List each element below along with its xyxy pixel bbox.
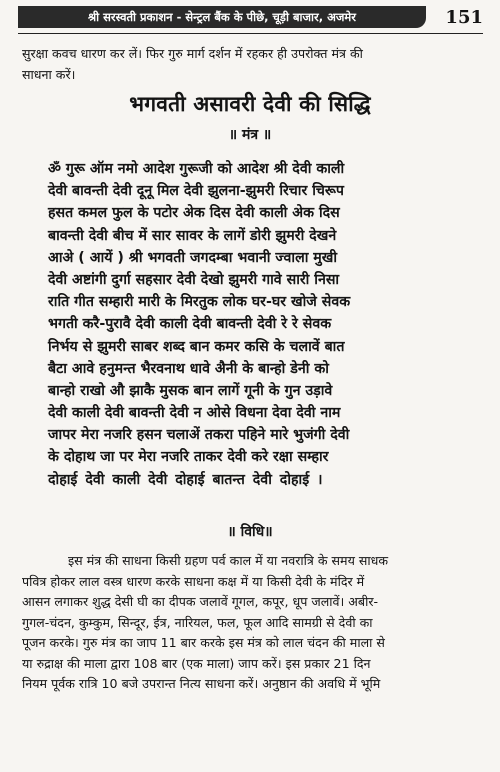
vidhi-line: गुगल-चंदन, कुम्कुम, सिन्दूर, ईत्र, नारियल, फल, फूल आदि सामग्री से देवी का [22, 614, 373, 630]
mantra-line: देवी अष्टांगी दुर्गा सहसार देवी देखो झुमरी गावे सारी निसा [48, 271, 340, 288]
mantra-line: बैटा आवे हनुमन्त भैरवनाथ धावे अैनी के बान्हो डेनी को [48, 360, 329, 377]
mantra-heading: ॥ मंत्र ॥ [228, 127, 272, 143]
mantra-line: भगती करै-पुरावै देवी काली देवी बावन्ती देवी रे रे सेवक [48, 316, 332, 333]
mantra-line: राति गीत सम्हारी मारी के मिरतुक लोक घर-घर खोजे सेवक [48, 294, 351, 311]
mantra-line: देवी काली देवी बावन्ती देवी न ओसे विधना देवा देवी नाम [48, 405, 341, 422]
intro-line: सुरक्षा कवच धारण कर लें। फिर गुरु मार्ग दर्शन में रहकर ही उपरोक्त मंत्र की [22, 46, 363, 61]
page-number: 151 [445, 7, 483, 28]
intro-line: साधना करें। [22, 66, 76, 82]
intro-paragraph [22, 44, 480, 85]
vidhi-line: या रुद्राक्ष की माला द्वारा 108 बार (एक माला) जाप करें। इस प्रकार 21 दिन [22, 655, 371, 671]
mantra-text [48, 158, 480, 491]
chapter-title: भगवती असावरी देवी की सिद्धि [129, 92, 371, 116]
mantra-line: जापर मेरा नजरि हसन चलाअें तकरा पहिने मारे भुजंगी देवी [48, 427, 350, 444]
header-rule [18, 33, 483, 34]
vidhi-line: नियम पूर्वक रात्रि 10 बजे उपरान्त नित्य साधना करें। अनुष्ठान की अवधि में भूमि [22, 676, 381, 691]
vidhi-paragraph [22, 551, 480, 695]
publisher-banner: श्री सरस्वती प्रकाशन - सेन्ट्रल बैंक के पीछे, चूड़ी बाजार, अजमेर [18, 6, 426, 28]
vidhi-line: इस मंत्र की साधना किसी ग्रहण पर्व काल में या नवरात्रि के समय साधक [68, 553, 389, 568]
mantra-line: ॐ गुरू ऑम नमो आदेश गुरूजी को आदेश श्री देवी काली [48, 161, 345, 177]
mantra-line: हसत कमल फुल के पटोर अेक दिस देवी काली अेक दिस [48, 205, 340, 222]
vidhi-heading: ॥ विधि॥ [227, 524, 273, 540]
mantra-line: बावन्ती देवी बीच में सार सावर के लागें डोरी झुमरी देखने [48, 227, 337, 244]
running-header [18, 6, 483, 30]
mantra-line: बान्हो राखो औ झाकै मुसक बान लागें गूनी के गुन उड़ावे [48, 382, 333, 399]
mantra-line: दोहाई देवी काली देवी दोहाई बातन्त देवी दोहाई । [48, 471, 323, 488]
vidhi-line: पवित्र होकर लाल वस्त्र धारण करके साधना कक्ष में या किसी देवी के मंदिर में [22, 573, 365, 589]
mantra-line: निर्भय से झुमरी साबर शब्द बान कमर कसि के चलावें बात [48, 338, 345, 355]
vidhi-line: आसन लगाकर शुद्ध देसी घी का दीपक जलावें गूगल, कपूर, धूप जलावें। अबीर- [22, 594, 379, 609]
mantra-line: आअे ( आयें ) श्री भगवती जगदम्बा भवानी ज्वाला मुखी [48, 249, 338, 266]
vidhi-line: पूजन करके। गुरु मंत्र का जाप 11 बार करके इस मंत्र को लाल चंदन की माला से [22, 635, 385, 650]
mantra-line: देवी बावन्ती देवी दूनू मिल देवी झुलना-झुमरी रिचार चिरूप [48, 183, 344, 200]
mantra-line: के दोहाथ जा पर मेरा नजरि ताकर देवी करे रक्षा सम्हार [48, 449, 329, 466]
